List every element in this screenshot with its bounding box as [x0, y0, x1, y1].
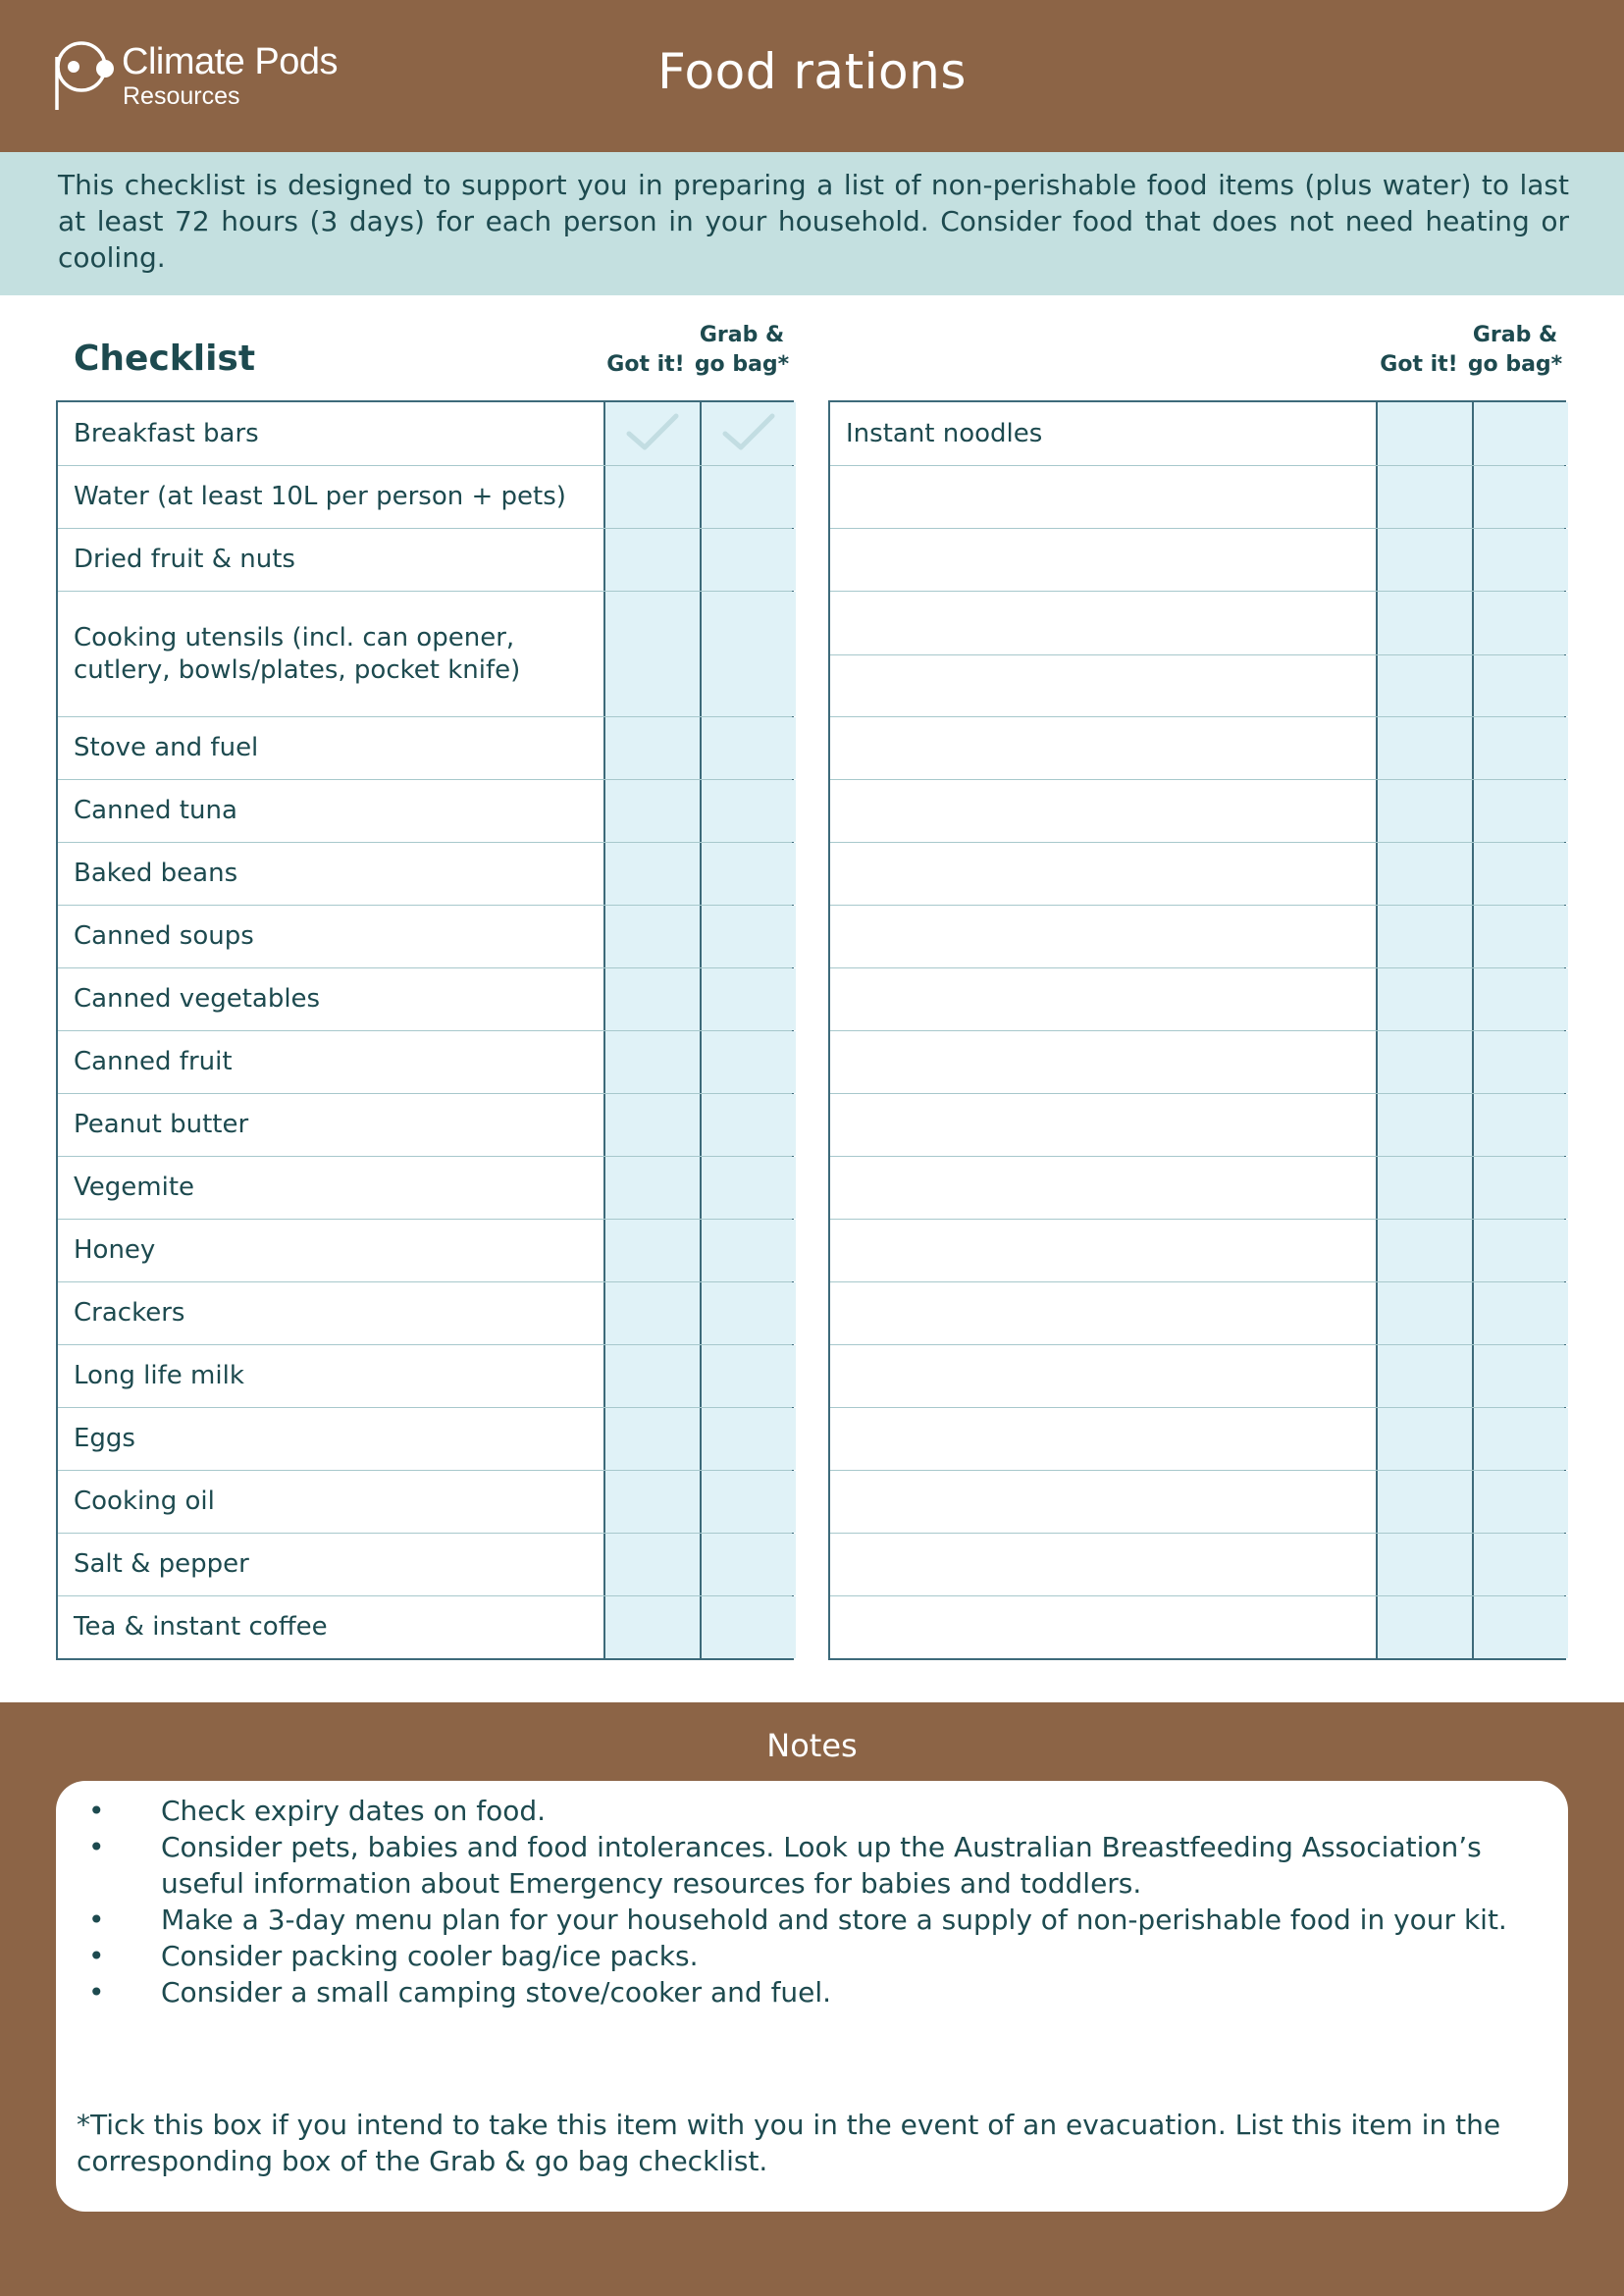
grab-go-checkbox[interactable]: [1472, 592, 1568, 654]
left-col-grab-header-line2: go bag*: [694, 352, 790, 377]
got-it-checkbox[interactable]: [603, 717, 700, 779]
item-label[interactable]: [830, 717, 1376, 779]
checklist-row: [58, 1281, 792, 1344]
left-col-got-header: Got it!: [606, 352, 685, 377]
checklist-row: [830, 592, 1564, 654]
bullet-icon: •: [88, 1904, 105, 1936]
grab-go-checkbox[interactable]: [700, 1596, 796, 1658]
item-label: Peanut butter: [58, 1094, 603, 1156]
notes-item: [76, 1938, 1547, 1974]
item-label[interactable]: [830, 1345, 1376, 1407]
checklist-row: [830, 1093, 1564, 1156]
checklist-row: [830, 1344, 1564, 1407]
got-it-checkbox[interactable]: [1376, 1282, 1472, 1344]
checklist-row: [830, 716, 1564, 779]
item-label: Baked beans: [58, 843, 603, 905]
item-label[interactable]: Instant noodles: [830, 402, 1376, 465]
got-it-checkbox[interactable]: [603, 1282, 700, 1344]
got-it-checkbox[interactable]: [603, 1157, 700, 1219]
got-it-checkbox[interactable]: [603, 1345, 700, 1407]
got-it-checkbox[interactable]: [1376, 1031, 1472, 1093]
notes-item-text: Consider a small camping stove/cooker and fuel.: [161, 1976, 832, 2009]
item-label: Eggs: [58, 1408, 603, 1470]
grab-go-checkbox[interactable]: [1472, 1031, 1568, 1093]
item-label: Canned soups: [58, 906, 603, 967]
grab-go-checkbox[interactable]: [1472, 780, 1568, 842]
grab-go-checkbox[interactable]: [700, 1220, 796, 1281]
item-label[interactable]: [830, 1408, 1376, 1470]
checklist-row: [58, 842, 792, 905]
got-it-checkbox[interactable]: [603, 843, 700, 905]
grab-go-checkbox[interactable]: [700, 1031, 796, 1093]
item-label: Tea & instant coffee: [58, 1596, 603, 1658]
checklist-row-pair: [830, 591, 1564, 716]
item-label[interactable]: [830, 466, 1376, 528]
checklist-heading: Checklist: [74, 339, 256, 379]
checklist-row: [830, 1407, 1564, 1470]
notes-list: [76, 1793, 1547, 2010]
item-label: Dried fruit & nuts: [58, 529, 603, 591]
grab-go-checkbox[interactable]: [700, 1471, 796, 1533]
grab-go-checkbox[interactable]: [700, 1345, 796, 1407]
checklist-row: [830, 654, 1564, 717]
right-col-got-header: Got it!: [1380, 352, 1458, 377]
footnote: *Tick this box if you intend to take this item with you in the event of an evacuation. List this item in the corresponding box of the Grab & go bag checklist.: [77, 2109, 1501, 2177]
item-label: Cooking oil: [58, 1471, 603, 1533]
right-checklist-table: [828, 400, 1566, 1660]
grab-go-checkbox[interactable]: [1472, 1220, 1568, 1281]
item-label[interactable]: [830, 843, 1376, 905]
grab-go-checkbox[interactable]: [700, 529, 796, 591]
checklist-row: [58, 1533, 792, 1595]
grab-go-checkbox[interactable]: [1472, 1094, 1568, 1156]
checklist-row: [58, 1595, 792, 1658]
grab-go-checkbox[interactable]: [700, 906, 796, 967]
checklist-row: [830, 528, 1564, 591]
item-label: Crackers: [58, 1282, 603, 1344]
item-label: Canned tuna: [58, 780, 603, 842]
bullet-icon: •: [88, 1976, 105, 2009]
notes-card: [56, 1781, 1568, 2212]
item-label: Cooking utensils (incl. can opener, cutlery, bowls/plates, pocket knife): [58, 592, 603, 716]
grab-go-checkbox[interactable]: [1472, 968, 1568, 1030]
checklist-row: [58, 1344, 792, 1407]
grab-go-checkbox[interactable]: [700, 968, 796, 1030]
item-label: Water (at least 10L per person + pets): [58, 466, 603, 528]
item-label[interactable]: [830, 968, 1376, 1030]
got-it-checkbox[interactable]: [1376, 466, 1472, 528]
grab-go-checkbox[interactable]: [1472, 906, 1568, 967]
bullet-icon: •: [88, 1795, 105, 1827]
got-it-checkbox[interactable]: [1376, 1596, 1472, 1658]
right-col-grab-header-line2: go bag*: [1467, 352, 1563, 377]
notes-title: Notes: [766, 1727, 858, 1764]
item-label: Honey: [58, 1220, 603, 1281]
grab-go-checkbox[interactable]: [1472, 529, 1568, 591]
checklist-row: [830, 1030, 1564, 1093]
item-label: Long life milk: [58, 1345, 603, 1407]
checklist-row: [58, 1470, 792, 1533]
item-label[interactable]: [830, 1157, 1376, 1219]
item-label: Canned vegetables: [58, 968, 603, 1030]
checklist-row: [830, 905, 1564, 967]
checklist-row: [830, 1281, 1564, 1344]
grab-go-checkbox[interactable]: [1472, 843, 1568, 905]
got-it-checkbox[interactable]: [1376, 1157, 1472, 1219]
grab-go-checkbox[interactable]: [1472, 1596, 1568, 1658]
left-col-grab-header: [694, 321, 790, 380]
checklist-row: [830, 1533, 1564, 1595]
checklist-row: [830, 779, 1564, 842]
got-it-checkbox[interactable]: [603, 906, 700, 967]
got-it-checkbox[interactable]: [1376, 1094, 1472, 1156]
grab-go-checkbox[interactable]: [1472, 1471, 1568, 1533]
got-it-checkbox[interactable]: [1376, 843, 1472, 905]
checkmark-icon: [625, 412, 680, 455]
item-label[interactable]: [830, 1094, 1376, 1156]
got-it-checkbox[interactable]: [1376, 402, 1472, 465]
got-it-checkbox[interactable]: [1376, 968, 1472, 1030]
bullet-icon: •: [88, 1831, 105, 1863]
grab-go-checkbox[interactable]: [1472, 402, 1568, 465]
checklist-row: [830, 1470, 1564, 1533]
got-it-checkbox[interactable]: [1376, 717, 1472, 779]
got-it-checkbox[interactable]: [603, 1220, 700, 1281]
left-checklist-table: [56, 400, 794, 1660]
grab-go-checkbox[interactable]: [700, 717, 796, 779]
item-label: Breakfast bars: [58, 402, 603, 465]
checklist-row: [58, 1219, 792, 1281]
checklist-row: [58, 402, 792, 465]
item-label: Vegemite: [58, 1157, 603, 1219]
item-label[interactable]: [830, 1220, 1376, 1281]
brand-subtitle: Resources: [123, 82, 240, 110]
grab-go-checkbox[interactable]: [1472, 1282, 1568, 1344]
item-label[interactable]: [830, 1471, 1376, 1533]
checklist-row: [58, 1407, 792, 1470]
item-label: Salt & pepper: [58, 1534, 603, 1595]
bullet-icon: •: [88, 1940, 105, 1972]
notes-item-text: Consider pets, babies and food intolerances. Look up the Australian Breastfeeding Association’s useful information about Emergency resources for babies and toddlers.: [161, 1831, 1482, 1900]
got-it-checkbox[interactable]: [1376, 1534, 1472, 1595]
checklist-row: [58, 528, 792, 591]
grab-go-checkbox[interactable]: [700, 1408, 796, 1470]
notes-item-text: Make a 3-day menu plan for your household and store a supply of non-perishable food in your kit.: [161, 1904, 1507, 1936]
item-label[interactable]: [830, 1282, 1376, 1344]
grab-go-checkbox[interactable]: [700, 843, 796, 905]
page-title: Food rations: [657, 43, 967, 100]
grab-go-checkbox[interactable]: [700, 1282, 796, 1344]
got-it-checkbox[interactable]: [1376, 780, 1472, 842]
got-it-checkbox[interactable]: [1376, 1471, 1472, 1533]
item-label[interactable]: [830, 1534, 1376, 1595]
got-it-checkbox[interactable]: [603, 968, 700, 1030]
grab-go-checkbox[interactable]: [1472, 1157, 1568, 1219]
got-it-checkbox[interactable]: [1376, 592, 1472, 654]
item-label[interactable]: [830, 529, 1376, 591]
checkmark-icon: [721, 412, 776, 455]
item-label[interactable]: [830, 592, 1376, 654]
got-it-checkbox[interactable]: [603, 402, 700, 465]
grab-go-checkbox[interactable]: [1472, 1345, 1568, 1407]
got-it-checkbox[interactable]: [603, 1408, 700, 1470]
got-it-checkbox[interactable]: [1376, 655, 1472, 717]
grab-go-checkbox[interactable]: [700, 1157, 796, 1219]
got-it-checkbox[interactable]: [603, 1094, 700, 1156]
got-it-checkbox[interactable]: [603, 529, 700, 591]
grab-go-checkbox[interactable]: [700, 780, 796, 842]
item-label: Stove and fuel: [58, 717, 603, 779]
checklist-row: [830, 1219, 1564, 1281]
grab-go-checkbox[interactable]: [1472, 466, 1568, 528]
notes-item: [76, 1829, 1547, 1902]
item-label: Canned fruit: [58, 1031, 603, 1093]
intro-text: This checklist is designed to support you in preparing a list of non-perishable food items (plus water) to last at least 72 hours (3 days) for each person in your household. Consider food that does not need heating or cooling.: [58, 169, 1569, 274]
checklist-row: [58, 591, 792, 716]
grab-go-checkbox[interactable]: [700, 1534, 796, 1595]
item-label[interactable]: [830, 655, 1376, 717]
got-it-checkbox[interactable]: [1376, 529, 1472, 591]
grab-go-checkbox[interactable]: [1472, 1408, 1568, 1470]
got-it-checkbox[interactable]: [1376, 1220, 1472, 1281]
checklist-row: [58, 1030, 792, 1093]
checklist-row: [830, 402, 1564, 465]
intro-band: [0, 152, 1624, 295]
got-it-checkbox[interactable]: [603, 466, 700, 528]
checklist-row: [58, 905, 792, 967]
checklist-row: [58, 967, 792, 1030]
right-col-grab-header-line1: Grab &: [1472, 323, 1558, 347]
checklist-row: [58, 465, 792, 528]
got-it-checkbox[interactable]: [1376, 1408, 1472, 1470]
checklist-row: [830, 1156, 1564, 1219]
got-it-checkbox[interactable]: [603, 1471, 700, 1533]
got-it-checkbox[interactable]: [603, 780, 700, 842]
checklist-row: [58, 779, 792, 842]
item-label[interactable]: [830, 1596, 1376, 1658]
got-it-checkbox[interactable]: [603, 1596, 700, 1658]
grab-go-checkbox[interactable]: [700, 466, 796, 528]
checklist-row: [830, 842, 1564, 905]
grab-go-checkbox[interactable]: [700, 1094, 796, 1156]
grab-go-checkbox[interactable]: [1472, 1534, 1568, 1595]
checklist-row: [58, 1093, 792, 1156]
checklist-row: [58, 1156, 792, 1219]
notes-item: [76, 1974, 1547, 2010]
grab-go-checkbox[interactable]: [1472, 717, 1568, 779]
checklist-row: [830, 1595, 1564, 1658]
left-col-grab-header-line1: Grab &: [699, 323, 785, 347]
notes-item-text: Check expiry dates on food.: [161, 1795, 547, 1827]
checklist-row: [830, 967, 1564, 1030]
notes-item: [76, 1902, 1547, 1938]
got-it-checkbox[interactable]: [1376, 906, 1472, 967]
brand-name: Climate Pods: [122, 41, 338, 82]
got-it-checkbox[interactable]: [603, 592, 700, 716]
notes-item-text: Consider packing cooler bag/ice packs.: [161, 1940, 699, 1972]
grab-go-checkbox[interactable]: [700, 402, 796, 465]
got-it-checkbox[interactable]: [603, 1534, 700, 1595]
item-label[interactable]: [830, 780, 1376, 842]
right-col-grab-header: [1467, 321, 1563, 380]
item-label[interactable]: [830, 1031, 1376, 1093]
item-label[interactable]: [830, 906, 1376, 967]
grab-go-checkbox[interactable]: [1472, 655, 1568, 717]
checklist-row: [58, 716, 792, 779]
got-it-checkbox[interactable]: [603, 1031, 700, 1093]
notes-section: [0, 1702, 1624, 2296]
header-bar: [0, 0, 1624, 152]
checklist-row: [830, 465, 1564, 528]
got-it-checkbox[interactable]: [1376, 1345, 1472, 1407]
grab-go-checkbox[interactable]: [700, 592, 796, 716]
notes-item: [76, 1793, 1547, 1829]
